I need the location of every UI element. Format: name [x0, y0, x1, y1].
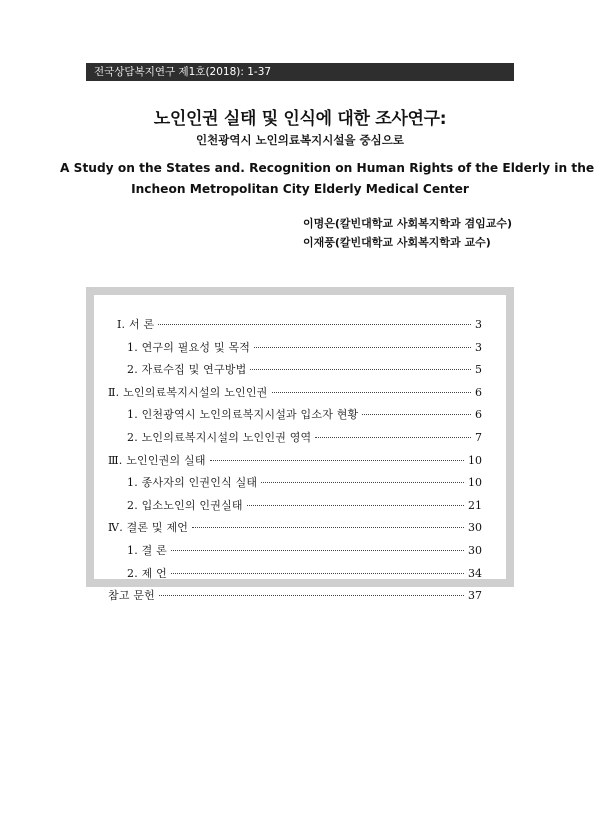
toc-page-number: 10	[468, 453, 482, 467]
toc-entry-introduction[interactable]	[108, 316, 482, 339]
korean-title: 노인인권 실태 및 인식에 대한 조사연구:	[153, 109, 447, 129]
toc-entry-references[interactable]	[108, 587, 482, 610]
author-2: 이재풍(칼빈대학교 사회복지학과 교수)	[303, 236, 491, 249]
toc-entry-2-1[interactable]	[108, 406, 482, 429]
toc-label: Ⅱ. 노인의료복지시설의 노인인권	[108, 385, 268, 399]
journal-citation-bar	[86, 63, 514, 81]
toc-leader-dots	[192, 527, 464, 528]
toc-label: 1. 종사자의 인권인식 실태	[127, 476, 258, 490]
toc-leader-dots	[261, 482, 464, 483]
table-of-contents	[94, 295, 506, 603]
toc-label: 2. 노인의료복지시설의 노인인권 영역	[127, 430, 312, 444]
toc-page-number: 3	[475, 318, 482, 331]
toc-label: Ⅳ. 결론 및 제언	[108, 521, 189, 535]
toc-label: 1. 결 론	[127, 543, 167, 557]
toc-entry-4-1[interactable]	[108, 542, 482, 565]
toc-page-number: 7	[475, 430, 482, 444]
toc-label: 1. 인천광역시 노인의료복지시설과 입소자 현황	[127, 408, 359, 422]
toc-page-number: 5	[475, 363, 482, 377]
toc-leader-dots	[247, 505, 464, 506]
toc-label: 2. 입소노인의 인권실태	[127, 498, 243, 512]
toc-page-number: 6	[475, 385, 482, 399]
toc-page-number: 34	[468, 566, 482, 580]
toc-leader-dots	[272, 392, 471, 393]
toc-leader-dots	[158, 324, 471, 325]
toc-page-number: 3	[475, 340, 482, 354]
toc-entry-2-2[interactable]	[108, 429, 482, 452]
journal-citation: 전국상담복지연구 제1호(2018): 1-37	[94, 66, 272, 78]
toc-leader-dots	[254, 347, 471, 348]
toc-page-number: 37	[468, 589, 482, 603]
toc-label: Ⅰ. 서 론	[117, 318, 155, 331]
author-1: 이명은(칼빈대학교 사회복지학과 겸임교수)	[303, 217, 512, 230]
toc-leader-dots	[159, 595, 464, 596]
toc-page-number: 10	[468, 476, 482, 490]
english-title-line-1: A Study on the States and. Recognition on Human Rights of the Elderly in the	[60, 161, 595, 175]
title-block	[60, 108, 595, 200]
toc-leader-dots	[362, 414, 471, 415]
toc-page-number: 21	[468, 498, 482, 512]
toc-label: 2. 자료수집 및 연구방법	[127, 363, 247, 377]
toc-leader-dots	[171, 573, 464, 574]
toc-page-number: 6	[475, 408, 482, 422]
toc-entry-1-1[interactable]	[108, 339, 482, 362]
korean-subtitle: 인천광역시 노인의료복지시설을 중심으로	[196, 133, 404, 147]
toc-entry-chapter-4[interactable]	[108, 519, 482, 542]
toc-page-number: 30	[468, 543, 482, 557]
author-list	[303, 214, 512, 252]
toc-entry-3-2[interactable]	[108, 497, 482, 520]
toc-leader-dots	[171, 550, 464, 551]
toc-entry-1-2[interactable]	[108, 361, 482, 384]
toc-label: 참고 문헌	[108, 589, 156, 603]
toc-entry-4-2[interactable]	[108, 565, 482, 588]
english-title-line-2: Incheon Metropolitan City Elderly Medical Center	[131, 182, 469, 196]
toc-label: 1. 연구의 필요성 및 목적	[127, 340, 251, 354]
toc-leader-dots	[250, 369, 471, 370]
toc-entry-chapter-3[interactable]	[108, 452, 482, 475]
table-of-contents-frame	[86, 287, 514, 603]
toc-leader-dots	[315, 437, 471, 438]
toc-entry-chapter-2[interactable]	[108, 384, 482, 407]
toc-label: Ⅲ. 노인인권의 실태	[108, 453, 206, 467]
toc-leader-dots	[210, 460, 464, 461]
toc-entry-3-1[interactable]	[108, 474, 482, 497]
toc-label: 2. 제 언	[127, 566, 167, 580]
toc-page-number: 30	[468, 521, 482, 535]
